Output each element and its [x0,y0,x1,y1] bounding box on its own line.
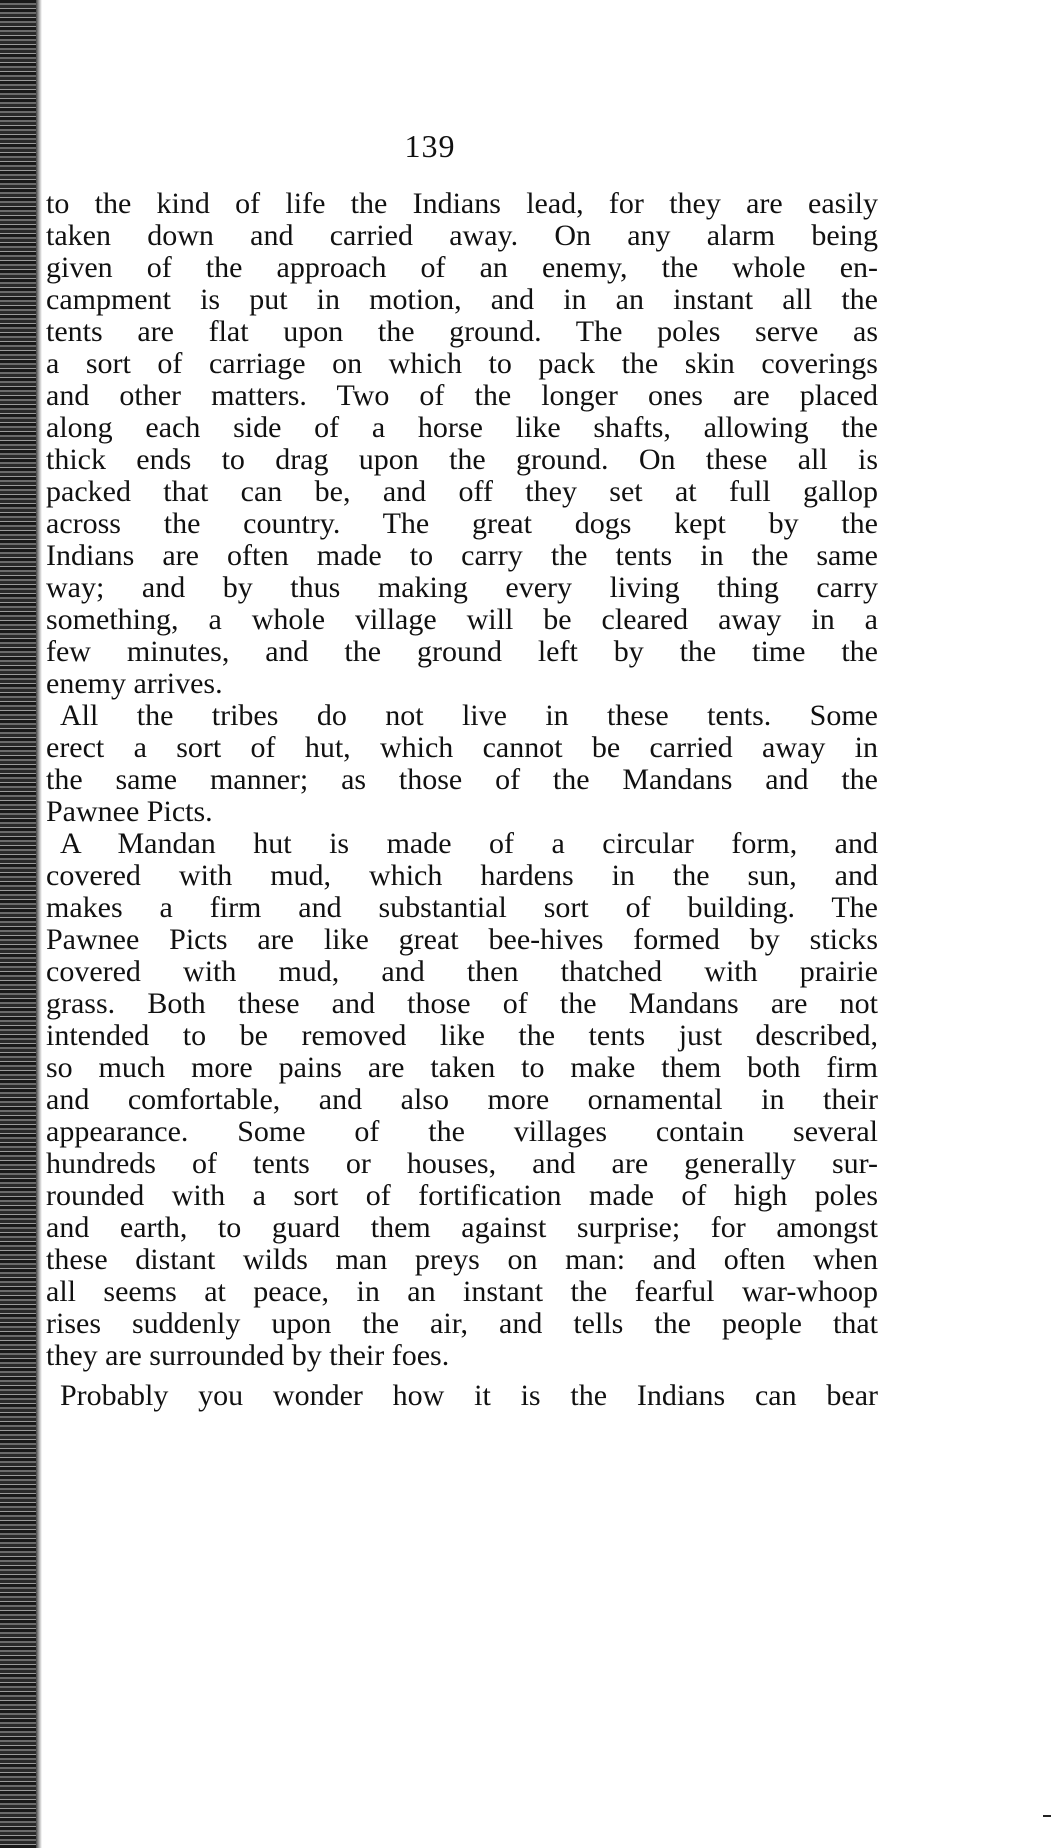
paragraph-start-line: Probably you wonder how it is the Indians can bear [60,1379,878,1412]
text-line: campment is put in motion, and in an instant all the [46,283,878,316]
text-line: intended to be removed like the tents just described, [46,1019,878,1052]
text-line: erect a sort of hut, which cannot be carried away in [46,731,878,764]
text-line: makes a firm and substantial sort of building. The [46,891,878,924]
binding-shadow [36,0,42,1848]
text-line: to the kind of life the Indians lead, for they are easily [46,187,878,220]
text-line: given of the approach of an enemy, the whole en- [46,251,878,284]
paragraph-start-line: All the tribes do not live in these tents. Some [60,699,878,732]
text-line: these distant wilds man preys on man: and often when [46,1243,878,1276]
text-line: few minutes, and the ground left by the time the [46,635,878,668]
text-line: enemy arrives. [46,667,223,700]
text-line: tents are flat upon the ground. The poles serve as [46,315,878,348]
paragraph-start-line: A Mandan hut is made of a circular form, and [60,827,878,860]
text-line: and earth, to guard them against surprise; for amongst [46,1211,878,1244]
text-line: so much more pains are taken to make them both firm [46,1051,878,1084]
text-line: the same manner; as those of the Mandans and the [46,763,878,796]
text-line: rounded with a sort of fortification made of high poles [46,1179,878,1212]
text-line: rises suddenly upon the air, and tells the people that [46,1307,878,1340]
text-line: grass. Both these and those of the Mandans are not [46,987,878,1020]
text-line: hundreds of tents or houses, and are generally sur- [46,1147,878,1180]
page-number: 139 [404,128,456,164]
text-line: and other matters. Two of the longer ones are placed [46,379,878,412]
text-line: across the country. The great dogs kept by the [46,507,878,540]
page-text [46,188,878,1412]
text-line: thick ends to drag upon the ground. On these all is [46,443,878,476]
text-line: along each side of a horse like shafts, allowing the [46,411,878,444]
text-line: and comfortable, and also more ornamental in their [46,1083,878,1116]
text-line: way; and by thus making every living thing carry [46,571,878,604]
book-binding [0,0,36,1848]
scan-speck [1043,1815,1051,1817]
text-line: a sort of carriage on which to pack the skin coverings [46,347,878,380]
text-line: covered with mud, and then thatched with prairie [46,955,878,988]
text-line: packed that can be, and off they set at full gallop [46,475,878,508]
text-line: covered with mud, which hardens in the sun, and [46,859,878,892]
text-line: they are surrounded by their foes. [46,1339,450,1372]
text-line: taken down and carried away. On any alarm being [46,219,878,252]
text-line: Indians are often made to carry the tents in the same [46,539,878,572]
text-line: appearance. Some of the villages contain several [46,1115,878,1148]
text-line: Pawnee Picts. [46,795,213,828]
text-line: Pawnee Picts are like great bee-hives formed by sticks [46,923,878,956]
text-line: all seems at peace, in an instant the fearful war-whoop [46,1275,878,1308]
text-line: something, a whole village will be cleared away in a [46,603,878,636]
